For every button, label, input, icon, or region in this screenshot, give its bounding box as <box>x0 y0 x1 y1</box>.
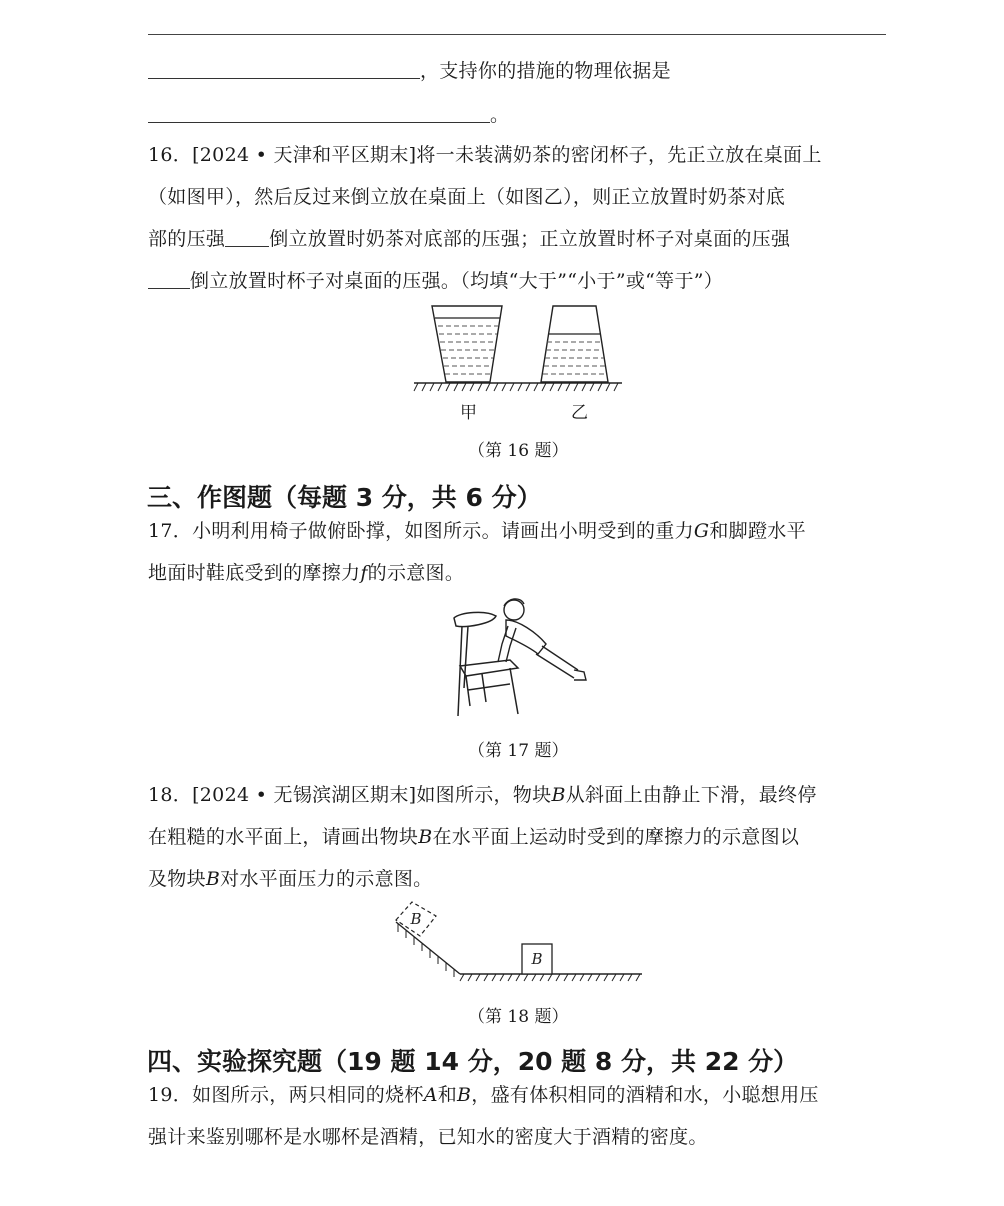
pushup-figure <box>446 596 590 720</box>
question-number: 18． <box>148 784 193 806</box>
q15-line-1: ，支持你的措施的物理依据是 <box>148 56 671 83</box>
figure-label-yi: 乙 <box>571 403 588 423</box>
section-heading: 三、作图题（每题 3 分，共 6 分） <box>147 483 542 512</box>
block-label: B <box>410 910 422 928</box>
figure-caption: （第 17 题） <box>468 741 569 761</box>
q19-line-2: 强计来鉴别哪杯是水哪杯是酒精，已知水的密度大于酒精的密度。 <box>148 1126 708 1148</box>
figure-caption: （第 16 题） <box>468 441 569 461</box>
cup-inverted <box>541 306 608 382</box>
answer-blank[interactable] <box>148 60 420 79</box>
q16-line-1: 16．[2024 • 天津和平区期末]将一未装满奶茶的密闭杯子，先正立放在桌面上 <box>148 144 822 166</box>
figure-label-jia: 甲 <box>460 403 477 423</box>
incline-figure <box>390 900 646 990</box>
table-surface <box>414 383 622 391</box>
q18-line-3: 及物块B对水平面压力的示意图。 <box>148 868 433 890</box>
answer-line-top <box>148 34 886 35</box>
q18-line-1: 18．[2024 • 无锡滨湖区期末]如图所示，物块B从斜面上由静止下滑，最终停 <box>148 784 817 806</box>
q19-line-1: 19．如图所示，两只相同的烧杯A和B，盛有体积相同的酒精和水，小聪想用压 <box>148 1084 819 1106</box>
incline-surface <box>396 922 642 974</box>
boy <box>498 599 586 680</box>
question-source: [2024 • 无锡滨湖区期末] <box>192 784 417 806</box>
answer-blank[interactable] <box>148 104 490 123</box>
question-source: [2024 • 天津和平区期末] <box>192 144 417 166</box>
question-number: 17． <box>148 520 193 542</box>
q16-line-4: 倒立放置时杯子对桌面的压强。（均填“大于”“小于”或“等于”） <box>148 266 723 293</box>
chair <box>454 612 518 716</box>
figure-caption: （第 18 题） <box>468 1007 569 1027</box>
q16-line-3: 部的压强 倒立放置时奶茶对底部的压强；正立放置时杯子对桌面的压强 <box>148 228 791 250</box>
answer-blank[interactable] <box>225 228 269 247</box>
cup-upright <box>432 306 502 382</box>
block-on-floor <box>522 944 552 974</box>
block-label: B <box>531 950 543 968</box>
q16-line-2: （如图甲），然后反过来倒立放在桌面上（如图乙），则正立放置时奶茶对底 <box>148 186 786 208</box>
question-number: 19． <box>148 1084 193 1106</box>
q17-line-1: 17．小明利用椅子做俯卧撑，如图所示。请画出小明受到的重力G和脚蹬水平 <box>148 520 806 542</box>
section-heading: 四、实验探究题（19 题 14 分，20 题 8 分，共 22 分） <box>147 1047 799 1076</box>
cups-figure <box>410 300 630 430</box>
block-on-incline <box>396 902 436 936</box>
question-number: 16． <box>148 144 193 166</box>
answer-blank[interactable] <box>148 270 190 289</box>
q17-line-2: 地面时鞋底受到的摩擦力f的示意图。 <box>148 562 465 584</box>
q15-line-2: 。 <box>148 100 509 127</box>
q18-line-2: 在粗糙的水平面上，请画出物块B在水平面上运动时受到的摩擦力的示意图以 <box>148 826 800 848</box>
